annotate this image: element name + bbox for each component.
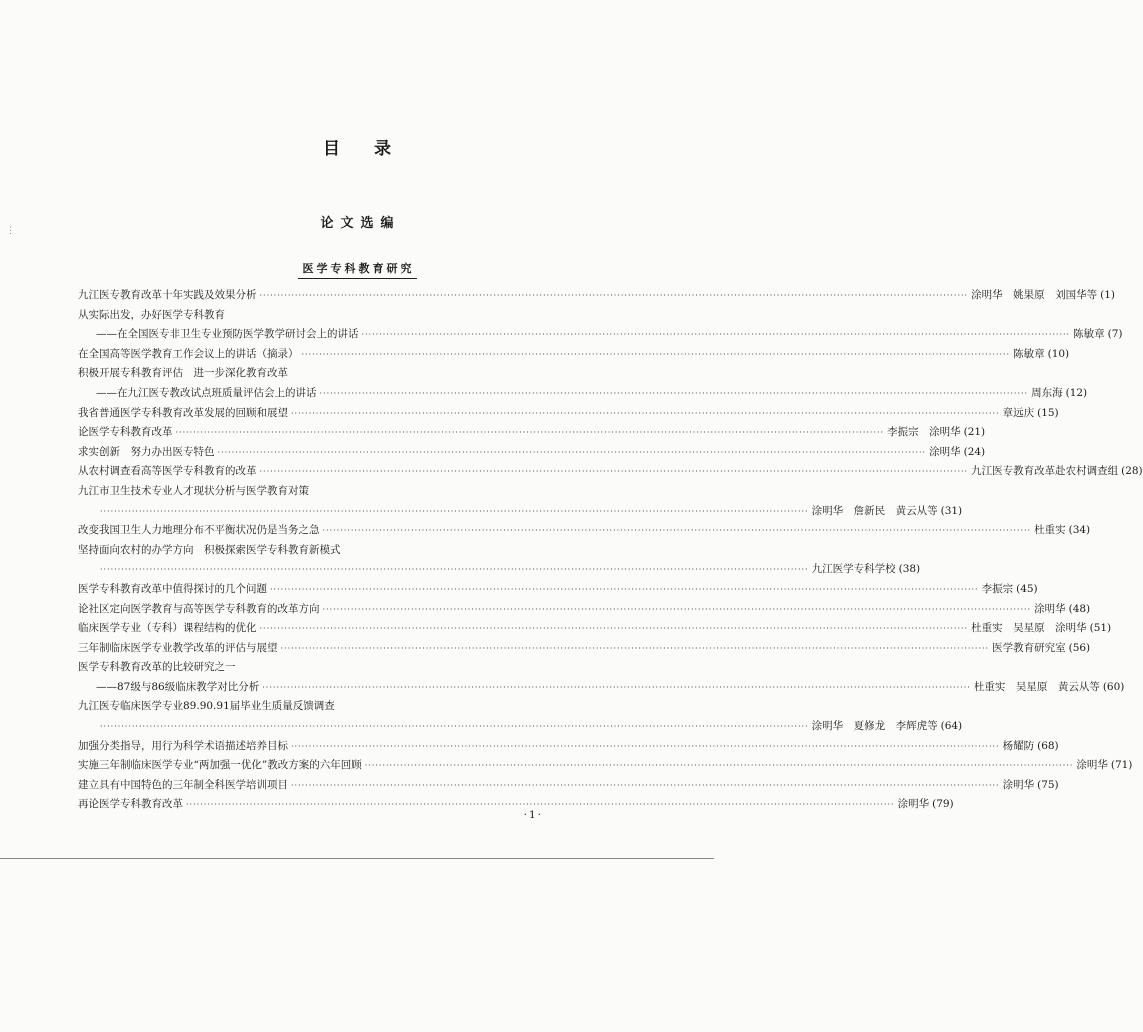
toc-leader-dots: ········································································································································································································ bbox=[259, 624, 969, 634]
toc-leader-dots: ········································································································································································································ bbox=[291, 741, 1000, 751]
toc-entry-page: (28) bbox=[1121, 465, 1143, 478]
toc-entry-page: (75) bbox=[1037, 778, 1059, 791]
toc-entry-authors: 杜重实 吴星原 涂明华 bbox=[971, 622, 1087, 635]
toc-entry-page: (56) bbox=[1068, 641, 1091, 654]
toc-entry-title: 实施三年制临床医学专业“两加强一优化”教改方案的六年回顾 bbox=[78, 759, 362, 772]
toc-entry-page: (15) bbox=[1037, 406, 1059, 419]
toc-entry-authors: 涂明华 bbox=[1076, 759, 1108, 772]
toc-leader-dots: ········································································································································································································ bbox=[322, 604, 1032, 614]
toc-leader-dots: ········································································································································································································ bbox=[175, 428, 885, 438]
toc-entry-title: 医学专科教育改革的比较研究之一 bbox=[78, 661, 236, 674]
toc-entry-page: (12) bbox=[1065, 386, 1088, 399]
toc-entry bbox=[78, 658, 551, 678]
toc-entry-page: (48) bbox=[1068, 602, 1091, 615]
toc-entry-title: 积极开展专科教育评估 进一步深化教育改革 bbox=[78, 367, 288, 380]
toc-entry-title: 我省普通医学专科教育改革发展的回顾和展望 bbox=[78, 406, 288, 419]
toc-entry-page: (21) bbox=[963, 426, 986, 439]
toc-entry bbox=[78, 345, 1070, 365]
toc-list bbox=[78, 286, 1143, 815]
toc-entry-title: 从农村调查看高等医学专科教育的改革 bbox=[78, 465, 257, 478]
toc-leader-dots: ········································································································································································································ bbox=[291, 408, 1000, 418]
toc-entry bbox=[78, 404, 1059, 424]
toc-entry bbox=[78, 325, 1123, 345]
toc-entry-authors: 章远庆 bbox=[1002, 406, 1035, 419]
toc-entry-authors: 杜重实 bbox=[1034, 524, 1066, 537]
toc-leader-dots: ········································································································································································································ bbox=[100, 722, 809, 732]
toc-leader-dots: ········································································································································································································ bbox=[259, 291, 969, 300]
toc-entry-authors: 李振宗 bbox=[981, 582, 1014, 595]
toc-entry bbox=[78, 560, 921, 580]
toc-entry-page: (79) bbox=[932, 798, 954, 811]
toc-leader-dots: ········································································································································································································ bbox=[259, 467, 969, 477]
toc-entry bbox=[78, 541, 551, 561]
toc-entry-authors: 九江医学专科学校 bbox=[811, 563, 896, 576]
toc-entry-page: (45) bbox=[1016, 582, 1038, 595]
toc-entry-title: 加强分类指导，用行为科学术语描述培养目标 bbox=[78, 739, 288, 752]
toc-entry-page: (60) bbox=[1102, 680, 1125, 693]
page-bottom-rule bbox=[0, 858, 714, 859]
toc-leader-dots: ········································································································································································································ bbox=[100, 506, 809, 516]
toc-entry-page: (1) bbox=[1100, 289, 1115, 301]
toc-entry bbox=[78, 502, 963, 522]
toc-entry-title: 临床医学专业（专科）课程结构的优化 bbox=[78, 622, 257, 635]
toc-entry bbox=[78, 443, 986, 463]
toc-leader-dots: ········································································································································································································ bbox=[280, 643, 990, 653]
toc-leader-dots: ········································································································································································································ bbox=[291, 780, 1000, 790]
toc-entry-authors: 医学教育研究室 bbox=[992, 641, 1066, 654]
toc-entry-page: (10) bbox=[1047, 347, 1070, 360]
toc-entry-page: (38) bbox=[898, 563, 921, 576]
toc-entry-page: (24) bbox=[963, 445, 986, 458]
toc-entry bbox=[78, 600, 1091, 620]
toc-entry-page: (71) bbox=[1110, 759, 1133, 772]
toc-entry-page: (7) bbox=[1107, 328, 1123, 341]
toc-entry-title: 医学专科教育改革中值得探讨的几个问题 bbox=[78, 582, 267, 595]
toc-leader-dots: ········································································································································································································ bbox=[319, 388, 1029, 398]
page-title: 目 录 bbox=[323, 139, 405, 159]
toc-leader-dots: ········································································································································································································ bbox=[361, 330, 1071, 340]
toc-entry-authors: 涂明华 bbox=[1002, 778, 1035, 791]
toc-entry bbox=[78, 619, 1112, 639]
toc-entry bbox=[78, 286, 1115, 306]
toc-entry-title: 九江市卫生技术专业人才现状分析与医学教育对策 bbox=[78, 484, 309, 497]
toc-entry bbox=[78, 678, 1125, 698]
toc-entry bbox=[78, 717, 963, 737]
toc-leader-dots: ········································································································································································································ bbox=[301, 349, 1011, 359]
toc-entry-authors: 陈敏章 bbox=[1013, 347, 1045, 360]
toc-entry-authors: 涂明华 bbox=[929, 445, 961, 458]
toc-entry-authors: 李振宗 涂明华 bbox=[887, 426, 961, 439]
toc-entry-title: 坚持面向农村的办学方向 积极探索医学专科教育新模式 bbox=[78, 543, 341, 556]
toc-leader-dots: ········································································································································································································ bbox=[262, 682, 971, 692]
toc-entry bbox=[78, 384, 1088, 404]
subsection-heading-wrap bbox=[0, 257, 714, 279]
margin-speck: ⋮ bbox=[6, 226, 15, 236]
toc-entry-title: 九江医专临床医学专业89.90.91届毕业生质量反馈调查 bbox=[78, 700, 335, 713]
toc-entry-page: (31) bbox=[940, 504, 963, 517]
toc-entry bbox=[78, 756, 1133, 776]
toc-entry-authors: 杜重实 吴星原 黄云从等 bbox=[973, 680, 1100, 693]
toc-entry-title: 再论医学专科教育改革 bbox=[78, 798, 183, 811]
toc-entry-authors: 周东海 bbox=[1031, 386, 1063, 399]
toc-entry-title: 九江医专教育改革十年实践及效果分析 bbox=[78, 289, 257, 301]
toc-entry-page: (51) bbox=[1089, 622, 1112, 635]
toc-entry-page: (68) bbox=[1037, 739, 1059, 752]
toc-entry bbox=[78, 306, 551, 326]
toc-entry-authors: 涂明华 bbox=[897, 798, 930, 811]
toc-entry-authors: 涂明华 姚果原 刘国华等 bbox=[971, 289, 1098, 301]
toc-leader-dots: ········································································································································································································ bbox=[270, 584, 979, 594]
toc-leader-dots: ········································································································································································································ bbox=[100, 565, 809, 575]
toc-entry-authors: 涂明华 詹新民 黄云从等 bbox=[811, 504, 938, 517]
toc-entry bbox=[78, 639, 1091, 659]
toc-entry bbox=[78, 482, 551, 502]
subsection-heading: 医学专科教育研究 bbox=[298, 260, 417, 279]
toc-entry-authors: 陈敏章 bbox=[1073, 328, 1105, 341]
toc-leader-dots: ········································································································································································································ bbox=[364, 761, 1074, 771]
toc-entry-title: 在全国高等医学教育工作会议上的讲话（摘录） bbox=[78, 347, 299, 360]
toc-entry bbox=[78, 462, 1143, 482]
toc-entry bbox=[78, 580, 1038, 600]
toc-leader-dots: ········································································································································································································ bbox=[217, 447, 927, 457]
toc-entry-authors: 九江医专教育改革赴农村调查组 bbox=[971, 465, 1119, 478]
toc-entry-title: 三年制临床医学专业教学改革的评估与展望 bbox=[78, 641, 278, 654]
toc-entry-page: (64) bbox=[940, 720, 963, 733]
toc-entry-title: ——87级与86级临床教学对比分析 bbox=[96, 680, 260, 693]
toc-entry-title: 求实创新 努力办出医专特色 bbox=[78, 445, 215, 458]
page-number: ·1· bbox=[523, 809, 543, 821]
toc-entry bbox=[78, 737, 1059, 757]
toc-entry bbox=[78, 795, 954, 815]
toc-entry bbox=[78, 521, 1091, 541]
toc-entry-page: (34) bbox=[1068, 524, 1091, 537]
toc-entry-authors: 涂明华 bbox=[1034, 602, 1066, 615]
toc-entry bbox=[78, 776, 1059, 796]
toc-entry-title: 从实际出发，办好医学专科教育 bbox=[78, 308, 225, 321]
toc-entry-title: 论医学专科教育改革 bbox=[78, 426, 173, 439]
toc-entry bbox=[78, 364, 551, 384]
toc-entry-title: ——在全国医专非卫生专业预防医学教学研讨会上的讲话 bbox=[96, 328, 359, 341]
toc-entry bbox=[78, 423, 986, 443]
toc-entry bbox=[78, 697, 551, 717]
toc-entry-title: 建立具有中国特色的三年制全科医学培训项目 bbox=[78, 778, 288, 791]
toc-entry-title: ——在九江医专教改试点班质量评估会上的讲话 bbox=[96, 386, 317, 399]
toc-entry-authors: 涂明华 夏修龙 李辉虎等 bbox=[811, 720, 938, 733]
toc-entry-authors: 杨耀防 bbox=[1002, 739, 1035, 752]
toc-entry-title: 论社区定向医学教育与高等医学专科教育的改革方向 bbox=[78, 602, 320, 615]
toc-leader-dots: ········································································································································································································ bbox=[322, 526, 1032, 536]
section-heading: 论文选编 bbox=[320, 216, 401, 231]
toc-leader-dots: ········································································································································································································ bbox=[186, 800, 895, 810]
toc-entry-title: 改变我国卫生人力地理分布不平衡状况仍是当务之急 bbox=[78, 524, 320, 537]
